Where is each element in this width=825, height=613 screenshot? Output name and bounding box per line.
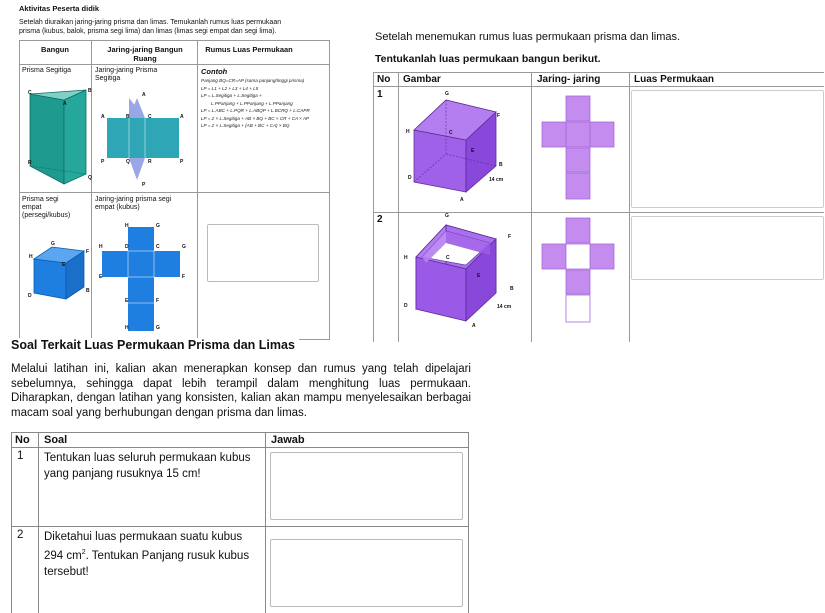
contoh-label: Contoh bbox=[201, 67, 228, 76]
net-label-p-right: P bbox=[180, 159, 184, 165]
cnet-h3: H bbox=[125, 325, 129, 331]
cube-label-e: E bbox=[62, 262, 66, 268]
net-label-a-top: A bbox=[142, 92, 146, 98]
right-intro: Setelah menemukan rumus luas permukaan prisma dan limas. bbox=[375, 31, 681, 43]
soal-row-1-text: Tentukan luas seluruh permukaan kubus yang panjang rusuknya 15 cm! bbox=[44, 452, 251, 480]
triangular-prism-net bbox=[102, 92, 188, 184]
soal-row-1-no: 1 bbox=[17, 450, 24, 462]
blue-cube-net bbox=[98, 225, 196, 337]
cube-label-b: B bbox=[86, 288, 90, 294]
cnet-d: D bbox=[125, 244, 129, 250]
jaring-kubus: Jaring-jaring prisma segi empat (kubus) bbox=[95, 196, 172, 211]
intro-line-2: prisma (kubus, balok, prisma segi lima) dan limas (limas segi empat dan segi lima). bbox=[19, 28, 277, 35]
right-task: Tentukanlah luas permukaan bangun berikut. bbox=[375, 53, 601, 65]
rrow-1: 1 bbox=[377, 89, 383, 100]
formula-answer-box[interactable] bbox=[207, 224, 319, 282]
soal-head-soal: Soal bbox=[44, 434, 68, 446]
pc2-h: H bbox=[404, 255, 408, 261]
prism-label-a: A bbox=[63, 101, 67, 107]
pc1-g: G bbox=[445, 91, 449, 97]
cnet-h1: H bbox=[125, 223, 129, 229]
cnet-e2: E bbox=[125, 298, 129, 304]
cube-label-h: H bbox=[29, 254, 33, 260]
pc2-g: G bbox=[445, 213, 449, 219]
header-rumus: Rumus Luas Permukaan bbox=[205, 45, 293, 54]
prism-label-c: C bbox=[28, 90, 32, 96]
cube-label-g: G bbox=[51, 241, 55, 247]
pc1-a: A bbox=[460, 197, 464, 203]
rhead-no: No bbox=[377, 74, 391, 85]
rrow-2: 2 bbox=[377, 214, 383, 225]
net-label-c: C bbox=[148, 114, 152, 120]
pc1-c: C bbox=[449, 130, 453, 136]
soal-head-no: No bbox=[15, 434, 30, 446]
purple-net-2 bbox=[540, 217, 620, 329]
pc2-b: B bbox=[510, 286, 514, 292]
soal-row-2-text: Diketahui luas permukaan suatu kubus 294 $cm^2$. Tentukan Panjang rusuk kubus tersebut! bbox=[44, 531, 250, 578]
jawab-answer-1[interactable] bbox=[270, 452, 463, 520]
soal-head-jawab: Jawab bbox=[271, 434, 305, 446]
luas-answer-2[interactable] bbox=[631, 216, 824, 280]
net-label-p-left: P bbox=[101, 159, 105, 165]
prism-label-r: R bbox=[28, 160, 32, 166]
pc1-h: H bbox=[406, 129, 410, 135]
header-jaring: Jaring-jaring Bangun Ruang bbox=[107, 45, 183, 63]
net-label-r: R bbox=[148, 159, 152, 165]
prism-label-b: B bbox=[88, 88, 92, 94]
cnet-f2: F bbox=[156, 298, 160, 304]
pc2-f: F bbox=[508, 234, 512, 240]
pc2-e: E bbox=[477, 273, 481, 279]
section-paragraph: Melalui latihan ini, kalian akan menerapkan konsep dan rumus yang telah dipelajari sebelumnya, sehingga dapat lebih terampil dalam menghitung luas permukaan. Diharapkan, dengan latihan yang konsisten, kalian akan mampu menyelesaikan berbagai macam soal yang berhubungan dengan prisma dan limas. bbox=[11, 363, 471, 419]
pc2-d: D bbox=[404, 303, 408, 309]
bangun-prisma-segitiga: Prisma Segitiga bbox=[22, 67, 72, 74]
section-title: Soal Terkait Luas Permukaan Prisma dan Limas bbox=[11, 338, 299, 352]
rhead-jaring: Jaring- jaring bbox=[537, 74, 601, 85]
rhead-gambar: Gambar bbox=[403, 74, 441, 85]
net-label-p-bottom: P bbox=[142, 182, 146, 188]
rumus-list: Panjang BQ=CR=AP (sama panjang/tinggi prisma) LP = L1 + L2 + L3 + L4 + L5 LP = L.Segitiga + L.Segitiga + L.PPanjang + L.PPanjang + L.PPanjang LP = L.ABC + L.PQR + L.ABQP + L.BCRQ + L.CAPR LP = 2 × L.Segitiga + AB × BQ + BC × CR + CA × AP LP = 2 × L.Segitiga + (AB + BC + CA) × BQ bbox=[201, 78, 310, 128]
purple-cube-2 bbox=[408, 215, 503, 327]
cnet-f1: F bbox=[182, 274, 186, 280]
cnet-g2: G bbox=[182, 244, 186, 250]
luas-answer-1[interactable] bbox=[631, 90, 824, 208]
net-label-a-right: A bbox=[180, 114, 184, 120]
purple-net-1 bbox=[540, 95, 620, 203]
activity-title: Aktivitas Peserta didik bbox=[19, 4, 100, 13]
net-label-b: B bbox=[126, 114, 130, 120]
pc2-dim: 14 cm bbox=[497, 304, 512, 310]
pc1-b: B bbox=[499, 162, 503, 168]
cnet-g3: G bbox=[156, 325, 160, 331]
prism-label-q: Q bbox=[88, 175, 92, 181]
cnet-e1: E bbox=[99, 274, 103, 280]
jaring-prisma-segitiga: Jaring-jaring Prisma Segitiga bbox=[95, 67, 158, 82]
cube-label-d: D bbox=[28, 293, 32, 299]
net-label-a-left: A bbox=[101, 114, 105, 120]
cnet-c: C bbox=[156, 244, 160, 250]
blue-cube-3d bbox=[30, 243, 88, 303]
rhead-luas: Luas Permukaan bbox=[634, 74, 715, 85]
cnet-g1: G bbox=[156, 223, 160, 229]
header-bangun: Bangun bbox=[41, 45, 69, 54]
pc2-c: C bbox=[446, 255, 450, 261]
net-label-q: Q bbox=[126, 159, 130, 165]
pc1-dim: 14 cm bbox=[489, 177, 504, 183]
cnet-h2: H bbox=[99, 244, 103, 250]
intro-line-1: Setelah diuraikan jaring-jaring prisma dan limas. Temukanlah rumus luas permukaan bbox=[19, 19, 282, 26]
soal-row-2-no: 2 bbox=[17, 529, 24, 541]
pc1-e: E bbox=[471, 148, 475, 154]
cube-label-f: F bbox=[86, 249, 90, 255]
triangular-prism-3d bbox=[24, 86, 90, 190]
jawab-answer-2[interactable] bbox=[270, 539, 463, 607]
pc1-d: D bbox=[408, 175, 412, 181]
bangun-prisma-segi-empat: Prisma segi empat (persegi/kubus) bbox=[22, 196, 71, 219]
pc2-a: A bbox=[472, 323, 476, 329]
pc1-f: F bbox=[497, 113, 501, 119]
